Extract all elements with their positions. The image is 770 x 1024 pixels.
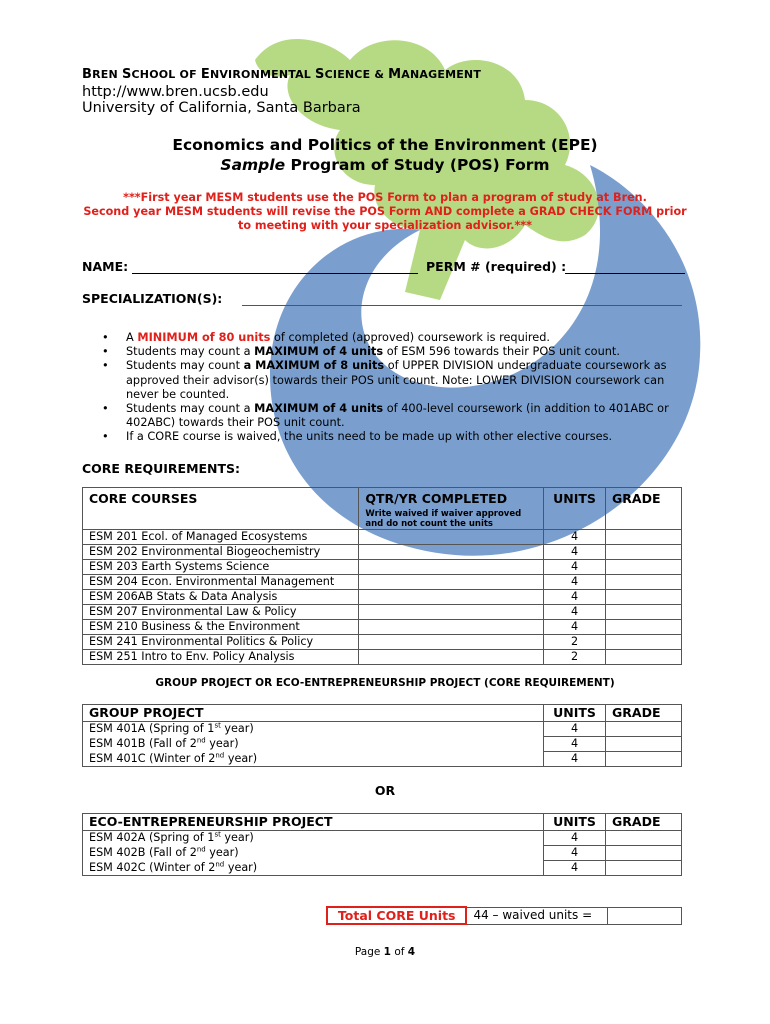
total-core-units-value: 44 – waived units = [466,907,607,924]
specialization-label: SPECIALIZATION(S): [82,291,223,306]
table-row: ESM 204 Econ. Environmental Management 4 [83,575,682,590]
col-units: UNITS [544,488,606,530]
qtr-cell[interactable] [359,650,544,665]
university-name: University of California, Santa Barbara [82,100,361,116]
grade-cell[interactable] [606,846,682,861]
table-row: ESM 402C (Winter of 2nd year) 4 [83,861,682,876]
table-row: ESM 401A (Spring of 1st year) 4 [83,722,682,737]
qtr-cell[interactable] [359,590,544,605]
table-row: ESM 402B (Fall of 2nd year) 4 [83,846,682,861]
project-heading: GROUP PROJECT OR ECO-ENTREPRENEURSHIP PROJECT (CORE REQUIREMENT) [155,677,615,689]
eco-project-table [82,813,682,876]
col-units: UNITS [544,814,606,831]
qtr-cell[interactable] [359,545,544,560]
page-number: Page 1 of 4 [354,946,416,958]
grade-cell[interactable] [606,605,682,620]
name-input-line[interactable] [132,273,418,274]
grade-cell[interactable] [606,752,682,767]
rules-list [82,331,692,445]
school-url[interactable]: http://www.bren.ucsb.edu [82,84,269,100]
group-project-table [82,704,682,767]
table-row: ESM 201 Ecol. of Managed Ecosystems 4 [83,530,682,545]
col-units: UNITS [544,705,606,722]
col-qtr-completed: QTR/YR COMPLETED Write waived if waiver approved and do not count the units [359,488,544,530]
grade-cell[interactable] [606,737,682,752]
table-row: ESM 210 Business & the Environment 4 [83,620,682,635]
col-grade: GRADE [606,814,682,831]
eco-project-title: ECO-ENTREPRENEURSHIP PROJECT [83,814,544,831]
grade-cell[interactable] [606,590,682,605]
grade-cell[interactable] [606,575,682,590]
grade-cell[interactable] [606,635,682,650]
group-project-title: GROUP PROJECT [83,705,544,722]
qtr-cell[interactable] [359,530,544,545]
qtr-cell[interactable] [359,620,544,635]
col-grade: GRADE [606,705,682,722]
grade-cell[interactable] [606,650,682,665]
perm-label: PERM # (required) : [426,259,567,274]
table-row: ESM 207 Environmental Law & Policy 4 [83,605,682,620]
grade-cell[interactable] [606,545,682,560]
table-row: ESM 202 Environmental Biogeochemistry 4 [83,545,682,560]
grade-cell[interactable] [606,560,682,575]
perm-input-line[interactable] [565,273,685,274]
page-title: Economics and Politics of the Environment (EPE) [172,136,598,154]
table-row: ESM 401C (Winter of 2nd year) 4 [83,752,682,767]
qtr-cell[interactable] [359,575,544,590]
list-item: • Students may count a MAXIMUM of 4 units of 400-level coursework (in addition to 401ABC or 402ABC) towards their POS unit count. [82,402,692,430]
qtr-cell[interactable] [359,560,544,575]
grade-cell[interactable] [606,530,682,545]
table-row: ESM 206AB Stats & Data Analysis 4 [83,590,682,605]
school-name: BREN SCHOOL OF ENVIRONMENTAL SCIENCE & MANAGEMENT [82,67,482,82]
page-subtitle: Sample Program of Study (POS) Form [220,156,550,174]
table-row: ESM 203 Earth Systems Science 4 [83,560,682,575]
total-core-units-label: Total CORE Units [327,907,466,924]
list-item: • Students may count a MAXIMUM of 8 units of UPPER DIVISION undergraduate coursework as approved their advisor(s) towards their POS unit count. Note: LOWER DIVISION coursework can never be counted. [82,359,692,402]
grade-cell[interactable] [606,831,682,846]
qtr-cell[interactable] [359,635,544,650]
total-core-units-table [326,906,682,925]
total-core-units-input[interactable] [608,907,682,924]
specialization-input-line[interactable] [242,305,682,306]
notice: ***First year MESM students use the POS Form to plan a program of study at Bren. Second year MESM students will revise the POS Form AND complete a GRAD CHECK FORM prior to meeting with your specialization advisor.*** [83,191,687,232]
list-item: • A MINIMUM of 80 units of completed (approved) coursework is required. [82,331,692,345]
col-grade: GRADE [606,488,682,530]
qtr-cell[interactable] [359,605,544,620]
table-row: ESM 402A (Spring of 1st year) 4 [83,831,682,846]
list-item: • Students may count a MAXIMUM of 4 units of ESM 596 towards their POS unit count. [82,345,692,359]
table-row: ESM 251 Intro to Env. Policy Analysis 2 [83,650,682,665]
or-label: OR [374,783,396,798]
core-courses-table [82,487,682,665]
list-item: • If a CORE course is waived, the units need to be made up with other elective courses. [82,430,692,444]
table-row: ESM 401B (Fall of 2nd year) 4 [83,737,682,752]
table-row: ESM 241 Environmental Politics & Policy 2 [83,635,682,650]
core-requirements-heading: CORE REQUIREMENTS: [82,461,241,476]
grade-cell[interactable] [606,861,682,876]
col-core-courses: CORE COURSES [83,488,359,530]
grade-cell[interactable] [606,722,682,737]
name-label: NAME: [82,259,129,274]
grade-cell[interactable] [606,620,682,635]
